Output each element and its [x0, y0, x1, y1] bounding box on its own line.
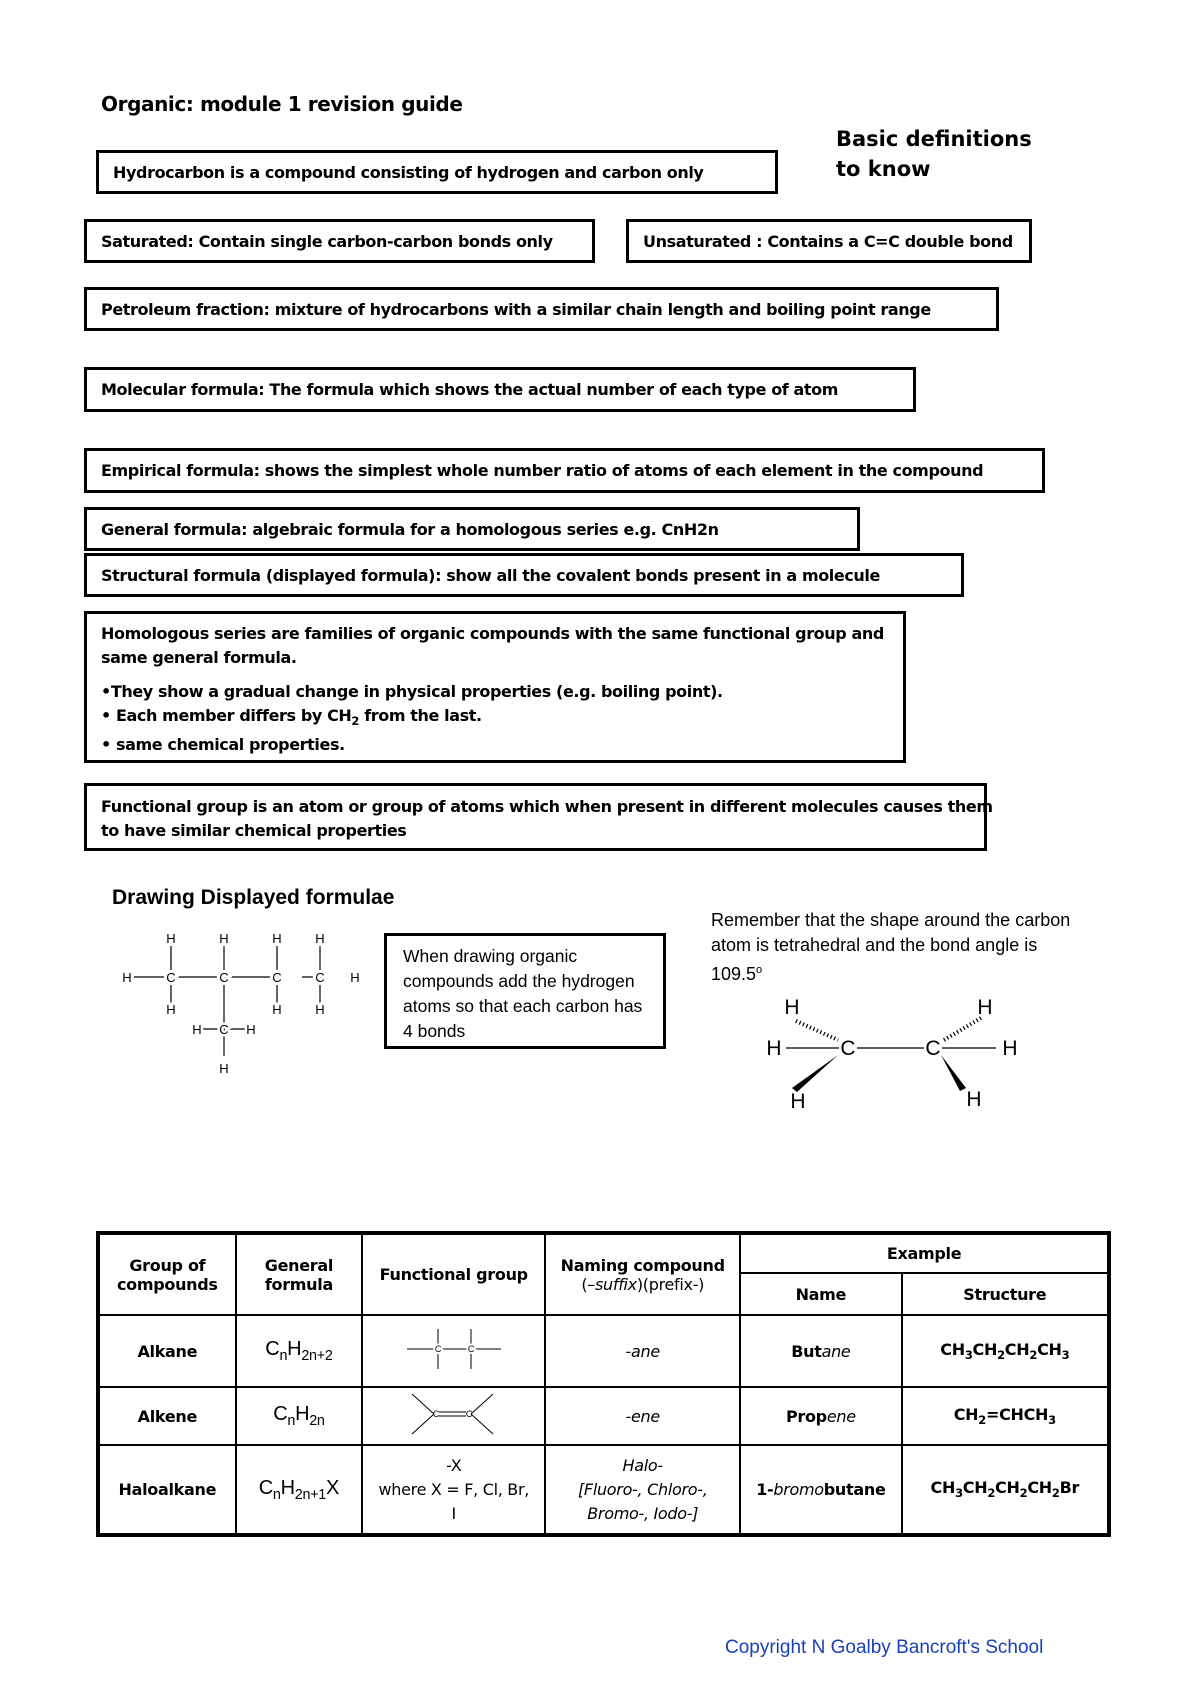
definition-unsaturated-text: Unsaturated : Contains a C=C double bond	[643, 231, 1013, 251]
row-alkane-functional-group	[362, 1315, 545, 1387]
structure-sub: 3	[964, 1348, 973, 1363]
atom-h: H	[784, 996, 800, 1019]
functional-group-line-1: Functional group is an atom or group of atoms which when present in different molecules causes them	[101, 797, 993, 816]
definition-empirical-text: Empirical formula: shows the simplest whole number ratio of atoms of each element in the compound	[101, 461, 984, 480]
hint-box: When drawing organic compounds add the hydrogen atoms so that each carbon has 4 bonds	[384, 933, 666, 1049]
structure-sub: 2	[997, 1348, 1005, 1363]
name-mid: bromo	[773, 1480, 824, 1499]
row-haloalkane-naming	[545, 1445, 740, 1535]
homologous-bullet-2-sub: 2	[351, 714, 360, 729]
structure-part: CH	[1037, 1339, 1062, 1359]
definition-structural-text: Structural formula (displayed formula): show all the covalent bonds present in a molecule	[101, 565, 880, 585]
name-post: butane	[823, 1480, 886, 1499]
header-name: Name	[740, 1273, 901, 1315]
header-structure: Structure	[902, 1273, 1109, 1315]
atom-c: C	[465, 1409, 472, 1419]
header-naming-close: )(prefix-)	[636, 1274, 705, 1294]
definition-hydrocarbon-text: Hydrocarbon is a compound consisting of hydrogen and carbon only	[113, 162, 704, 182]
atom-h: H	[315, 1002, 325, 1017]
definition-petroleum-fraction	[84, 287, 999, 331]
structure-sub: 3	[1048, 1413, 1056, 1428]
header-group: Group of compounds	[98, 1233, 236, 1315]
structure-part: Br	[1059, 1478, 1080, 1498]
row-alkene-functional-group	[362, 1387, 545, 1445]
atom-h: H	[219, 1061, 229, 1076]
displayed-formula-diagram	[120, 926, 370, 1086]
atom-h: H	[192, 1022, 202, 1037]
structure-sub: 2	[1019, 1486, 1028, 1501]
definition-functional-group	[84, 783, 993, 851]
formula-n: n	[272, 1486, 281, 1503]
structure-part: CH	[972, 1339, 998, 1359]
homologous-bullet-1: •They show a gradual change in physical properties (e.g. boiling point).	[101, 682, 723, 701]
atom-h: H	[1002, 1037, 1018, 1060]
atom-c: C	[925, 1037, 941, 1060]
atom-h: H	[122, 970, 132, 985]
name-suffix: ene	[826, 1406, 856, 1426]
formula-sub: 2n+2	[301, 1348, 333, 1364]
structure-sub: 3	[955, 1486, 963, 1501]
header-naming-suffix: suffix	[594, 1274, 637, 1294]
row-alkene-group: Alkene	[98, 1387, 236, 1445]
homologous-bullet-3: • same chemical properties.	[101, 735, 345, 755]
formula-c: C	[265, 1338, 280, 1360]
row-haloalkane-group: Haloalkane	[98, 1445, 236, 1535]
definition-petroleum-text: Petroleum fraction: mixture of hydrocarbons with a similar chain length and boiling point range	[101, 299, 931, 319]
formula-x: X	[326, 1476, 340, 1499]
single-bond-diagram	[399, 1327, 509, 1371]
structure-part: CH	[1027, 1478, 1052, 1498]
header-naming-open: (–	[581, 1274, 595, 1294]
definition-saturated-text: Saturated: Contain single carbon-carbon bonds only	[101, 231, 553, 251]
header-example: Example	[740, 1233, 1109, 1273]
row-haloalkane-formula	[236, 1445, 363, 1535]
degree-mark: o	[756, 964, 763, 976]
row-alkene-naming: -ene	[545, 1387, 740, 1445]
row-haloalkane-functional-group	[362, 1445, 545, 1535]
row-haloalkane-structure	[902, 1445, 1109, 1535]
basic-definitions-heading	[836, 124, 1032, 184]
table-row	[98, 1445, 1109, 1535]
atom-h: H	[219, 931, 229, 946]
definition-unsaturated	[626, 219, 1032, 263]
formula-h: H	[287, 1338, 302, 1360]
name-base: Prop	[785, 1406, 827, 1426]
tetrahedral-note-text: Remember that the shape around the carbon atom is tetrahedral and the bond angle is 109.5	[711, 910, 1071, 984]
row-alkane-formula	[236, 1315, 363, 1387]
structure-part: CH	[962, 1478, 988, 1498]
atom-h: H	[966, 1088, 982, 1111]
structure-sub: 2	[987, 1486, 996, 1501]
atom-h: H	[766, 1037, 782, 1060]
header-naming	[545, 1233, 740, 1315]
name-base: But	[791, 1341, 822, 1361]
drawing-heading: Drawing Displayed formulae	[112, 886, 395, 909]
atom-c: C	[219, 970, 229, 985]
hashed-bond-right	[944, 1018, 981, 1040]
definition-general-formula	[84, 507, 860, 551]
definition-general-text: General formula: algebraic formula for a homologous series e.g. CnH2n	[101, 519, 719, 539]
functional-line: where X = F, Cl, Br,	[378, 1479, 530, 1499]
homologous-line-2: same general formula.	[101, 648, 297, 667]
atom-h: H	[272, 1002, 282, 1017]
copyright-footer: Copyright N Goalby Bancroft's School	[725, 1637, 1044, 1658]
homologous-bullet-2-post: from the last.	[359, 706, 482, 725]
header-naming-sub	[550, 1275, 735, 1294]
row-alkane-structure	[902, 1315, 1109, 1387]
header-functional-group: Functional group	[362, 1233, 545, 1315]
double-bond-diagram	[404, 1390, 504, 1438]
atom-c: C	[166, 970, 176, 985]
row-alkene-structure	[902, 1387, 1109, 1445]
formula-n: n	[287, 1413, 296, 1429]
row-alkane-group: Alkane	[98, 1315, 236, 1387]
name-suffix: ane	[821, 1341, 851, 1361]
basic-definitions-line-1: Basic definitions	[836, 127, 1032, 151]
definition-empirical-formula	[84, 448, 1045, 493]
atom-h: H	[246, 1022, 256, 1037]
wedge-bond-left	[792, 1055, 838, 1092]
atom-h: H	[350, 970, 360, 985]
structure-part: =CHCH	[985, 1404, 1049, 1424]
definition-hydrocarbon	[96, 150, 778, 194]
header-general-formula: General formula	[236, 1233, 363, 1315]
homologous-series-table	[96, 1231, 1111, 1537]
atom-c: C	[272, 970, 282, 985]
formula-sub: 2n+1	[294, 1486, 327, 1503]
structure-part: CH	[995, 1478, 1020, 1498]
homologous-line-1: Homologous series are families of organic compounds with the same functional group and	[101, 624, 884, 643]
row-alkene-name	[740, 1387, 901, 1445]
atom-c: C	[840, 1037, 856, 1060]
table-header-row	[98, 1233, 1109, 1273]
atom-c: C	[432, 1409, 439, 1419]
atom-h: H	[977, 996, 993, 1019]
structure-part: CH	[1004, 1339, 1030, 1359]
structure-part: CH	[940, 1339, 965, 1359]
header-naming-main: Naming compound	[560, 1255, 725, 1275]
atom-h: H	[315, 931, 325, 946]
row-alkene-formula	[236, 1387, 363, 1445]
definition-structural-formula	[84, 553, 964, 597]
naming-line: [Fluoro-, Chloro-,	[577, 1479, 708, 1499]
structure-sub: 2	[1051, 1486, 1060, 1501]
table-row	[98, 1387, 1109, 1445]
formula-c: C	[273, 1403, 288, 1425]
atom-h: H	[790, 1090, 806, 1113]
page-title: Organic: module 1 revision guide	[101, 92, 463, 116]
formula-n: n	[279, 1348, 288, 1364]
atom-h: H	[166, 1002, 176, 1017]
structure-sub: 2	[978, 1413, 986, 1428]
atom-c: C	[434, 1344, 441, 1354]
naming-line: Bromo-, Iodo-]	[587, 1503, 699, 1523]
functional-group-line-2: to have similar chemical properties	[101, 821, 407, 840]
formula-sub: 2n	[309, 1413, 325, 1429]
wedge-bond-right	[941, 1055, 966, 1091]
tetrahedral-diagram	[756, 988, 1036, 1118]
formula-h: H	[280, 1476, 295, 1499]
functional-line: I	[451, 1503, 456, 1523]
definition-saturated	[84, 219, 595, 263]
definition-molecular-text: Molecular formula: The formula which shows the actual number of each type of atom	[101, 380, 839, 399]
row-alkane-naming: -ane	[545, 1315, 740, 1387]
homologous-bullet-2-pre: • Each member differs by CH	[101, 706, 352, 725]
atom-c: C	[315, 970, 325, 985]
homologous-bullet-2	[101, 704, 889, 733]
structure-part: CH	[930, 1478, 956, 1498]
row-alkane-name	[740, 1315, 901, 1387]
table-row	[98, 1315, 1109, 1387]
atom-h: H	[272, 931, 282, 946]
atom-h: H	[166, 931, 176, 946]
basic-definitions-line-2: to know	[836, 157, 931, 181]
definition-homologous-series	[84, 611, 906, 763]
formula-h: H	[295, 1403, 310, 1425]
row-haloalkane-name	[740, 1445, 901, 1535]
atom-c: C	[219, 1022, 229, 1037]
naming-line: Halo-	[622, 1455, 663, 1475]
definition-molecular-formula	[84, 367, 916, 412]
atom-c: C	[467, 1344, 474, 1354]
tetrahedral-note	[711, 908, 1091, 987]
name-pre: 1-	[756, 1480, 774, 1499]
functional-line: -X	[446, 1455, 462, 1475]
structure-part: CH	[953, 1404, 979, 1424]
formula-c: C	[258, 1476, 273, 1499]
structure-sub: 2	[1029, 1348, 1038, 1363]
structure-sub: 3	[1061, 1348, 1070, 1363]
hashed-bond-left	[796, 1021, 838, 1040]
